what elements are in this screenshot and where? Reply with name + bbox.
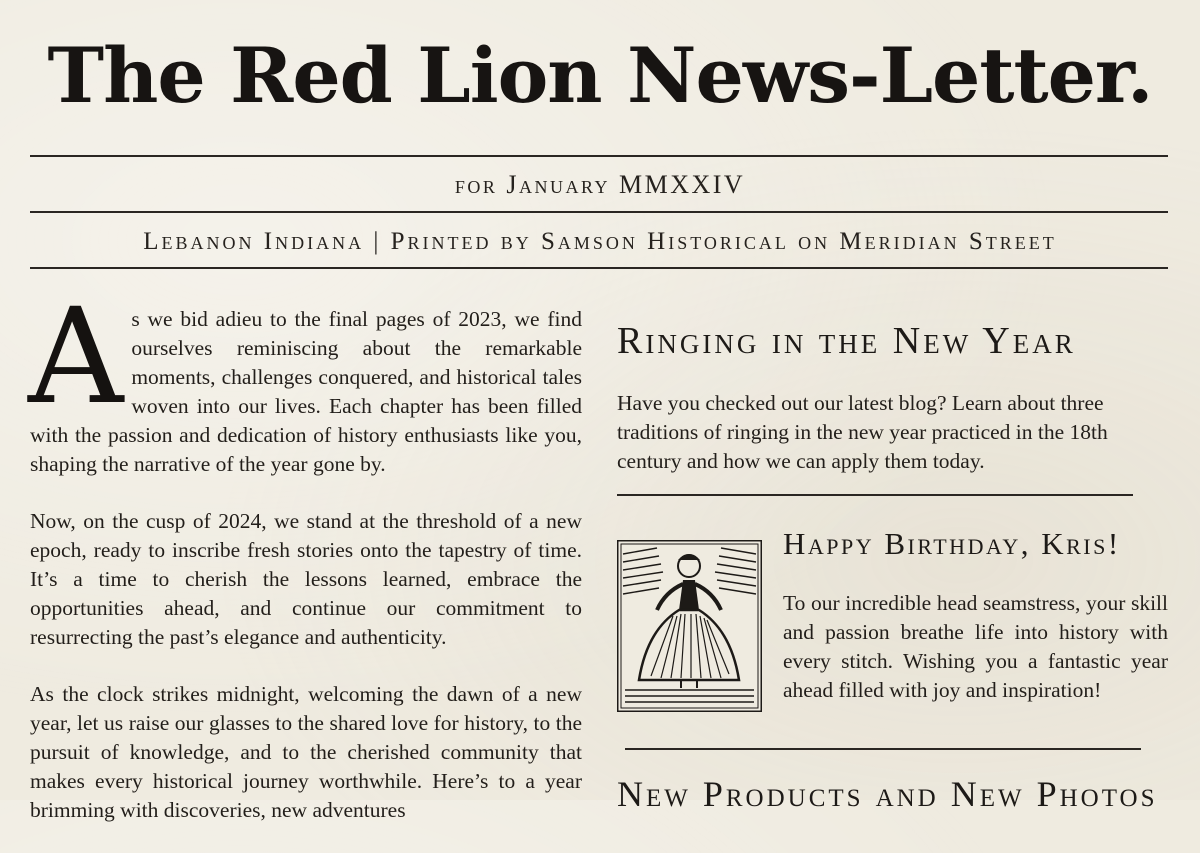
location-line: Lebanon Indiana | Printed by Samson Historical on Meridian Street xyxy=(143,228,1057,255)
masthead-rule-bottom xyxy=(30,267,1168,269)
birthday-text: To our incredible head seamstress, your skill and passion breathe life into history with every stitch. Wishing you a fantastic year ahead filled with joy and inspiration! xyxy=(783,591,1168,702)
article-paragraph-1-text: s we bid adieu to the final pages of 2023, we find ourselves reminiscing about the remarkable moments, challenges conquered, and historical tales woven into our lives. Each chapter has been filled with the passion and dedication of history enthusiasts like you, shaping the narrative of the year gone by. xyxy=(30,307,582,476)
woodcut-lady-icon xyxy=(617,540,762,712)
birthday-heading: Happy Birthday, Kris! xyxy=(783,526,1121,561)
issue-line: for January MMXXIV xyxy=(454,170,746,199)
main-article xyxy=(28,280,582,853)
article-paragraph-2: Now, on the cusp of 2024, we stand at the threshold of a new epoch, ready to inscribe fresh stories onto the tapestry of time. It’s a time to cherish the lessons learned, embrace the opportunities ahead, and continue our commitment to resurrecting the past’s elegance and authenticity. xyxy=(30,509,582,649)
new-year-text: Have you checked out our latest blog? Learn about three traditions of ringing in the new year practiced in the 18th century and how we can apply them today. xyxy=(617,391,1108,473)
new-products-heading[interactable]: New Products and New Photos xyxy=(617,774,1158,814)
masthead-rule-top xyxy=(30,155,1168,157)
issue-rule xyxy=(30,211,1168,213)
section-rule-2 xyxy=(625,748,1141,750)
drop-cap: A xyxy=(28,280,124,434)
newsletter-title: The Red Lion News-Letter. xyxy=(47,31,1153,120)
new-year-heading[interactable]: Ringing in the New Year xyxy=(617,320,1076,362)
article-paragraph-1 xyxy=(28,280,582,479)
article-paragraph-3: As the clock strikes midnight, welcoming the dawn of a new year, let us raise our glasses to the shared love for history, to the pursuit of knowledge, and to the cherished community that makes every historical journey worthwhile. Here’s to a year brimming with discoveries, new adventures xyxy=(30,682,582,822)
section-rule-1 xyxy=(617,494,1133,496)
